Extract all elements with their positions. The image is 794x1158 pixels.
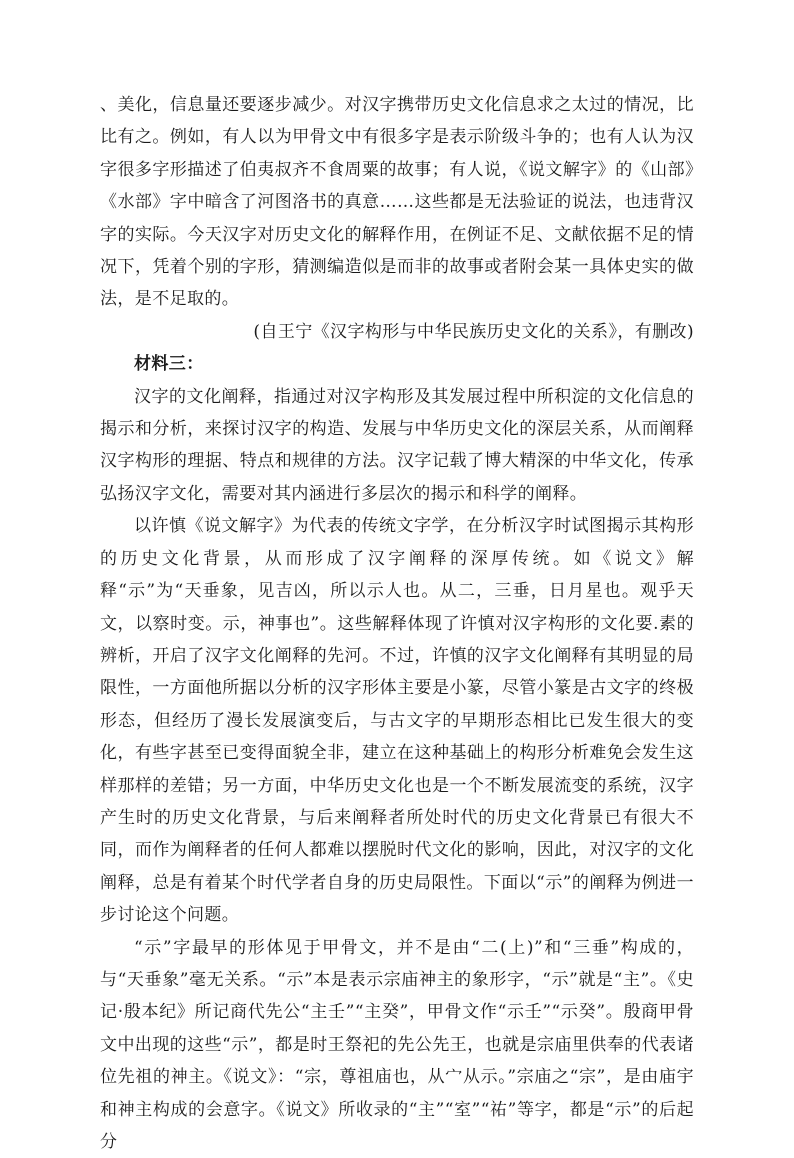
document-body: [100, 89, 694, 1158]
paragraph-cultural-interpretation: 汉字的文化阐释，指通过对汉字构形及其发展过程中所积淀的文化信息的揭示和分析，来探讨汉字的构造、发展与中华历史文化的深层关系，从而阐释汉字构形的理据、特点和规律的方法。汉字记载了博大精深的中华文化，传承弘扬汉字文化，需要对其内涵进行多层次的揭示和科学的阐释。: [100, 386, 694, 504]
material-three-heading: 材料三：: [134, 354, 204, 375]
paragraph-shi-character: “示”字最早的形体见于甲骨文，并不是由“二(上)”和“三垂”构成的，与“天垂象”毫无关系。“示”本是表示宗庙神主的象形字，“示”就是“主”。《史记·殷本纪》所记商代先公“主壬”“主癸”，甲骨文作“示壬”“示癸”。殷商甲骨文中出现的这些“示”，都是时王祭祀的先公先王，也就是宗庙里供奉的代表诸位先祖的神主。《说文》：“宗，尊祖庙也，从宀从示。”宗庙之“宗”，是由庙宇和神主构成的会意字。《说文》所收录的“主”“室”“祐”等字，都是“示”的后起分: [100, 937, 694, 1152]
continuation-paragraph: 、美化，信息量还要逐步减少。对汉字携带历史文化信息求之太过的情况，比比有之。例如，有人以为甲骨文中有很多字是表示阶级斗争的；也有人认为汉字很多字形描述了伯夷叔齐不食周粟的故事；有人说，《说文解字》的《山部》《水部》字中暗含了河图洛书的真意……这些都是无法验证的说法，也违背汉字的实际。今天汉字对历史文化的解释作用，在例证不足、文献依据不足的情况下，凭着个别的字形，猜测编造似是而非的故事或者附会某一具体史实的做法，是不足取的。: [100, 95, 694, 310]
paragraph-shuowen-tradition: 以许慎《说文解字》为代表的传统文字学，在分析汉字时试图揭示其构形的历史文化背景，从而形成了汉字阐释的深厚传统。如《说文》解释“示”为“天垂象，见吉凶，所以示人也。从二，三垂，日月星也。观乎天文，以察时变。示，神事也”。这些解释体现了许慎对汉字构形的文化要.素的辨析，开启了汉字文化阐释的先河。不过，许慎的汉字文化阐释有其明显的局限性，一方面他所据以分析的汉字形体主要是小篆，尽管小篆是古文字的终极形态，但经历了漫长发展演变后，与古文字的早期形态相比已发生很大的变化，有些字甚至已变得面貌全非，建立在这种基础上的构形分析难免会发生这样那样的差错；另一方面，中华历史文化也是一个不断发展流变的系统，汉字产生时的历史文化背景，与后来阐释者所处时代的历史文化背景已有很大不同，而作为阐释者的任何人都难以摆脱时代文化的影响，因此，对汉字的文化阐释，总是有着某个时代学者自身的历史局限性。下面以“示”的阐释为例进一步讨论这个问题。: [100, 516, 694, 926]
source-citation: (自王宁《汉字构形与中华民族历史文化的关系》，有删改): [253, 321, 694, 342]
